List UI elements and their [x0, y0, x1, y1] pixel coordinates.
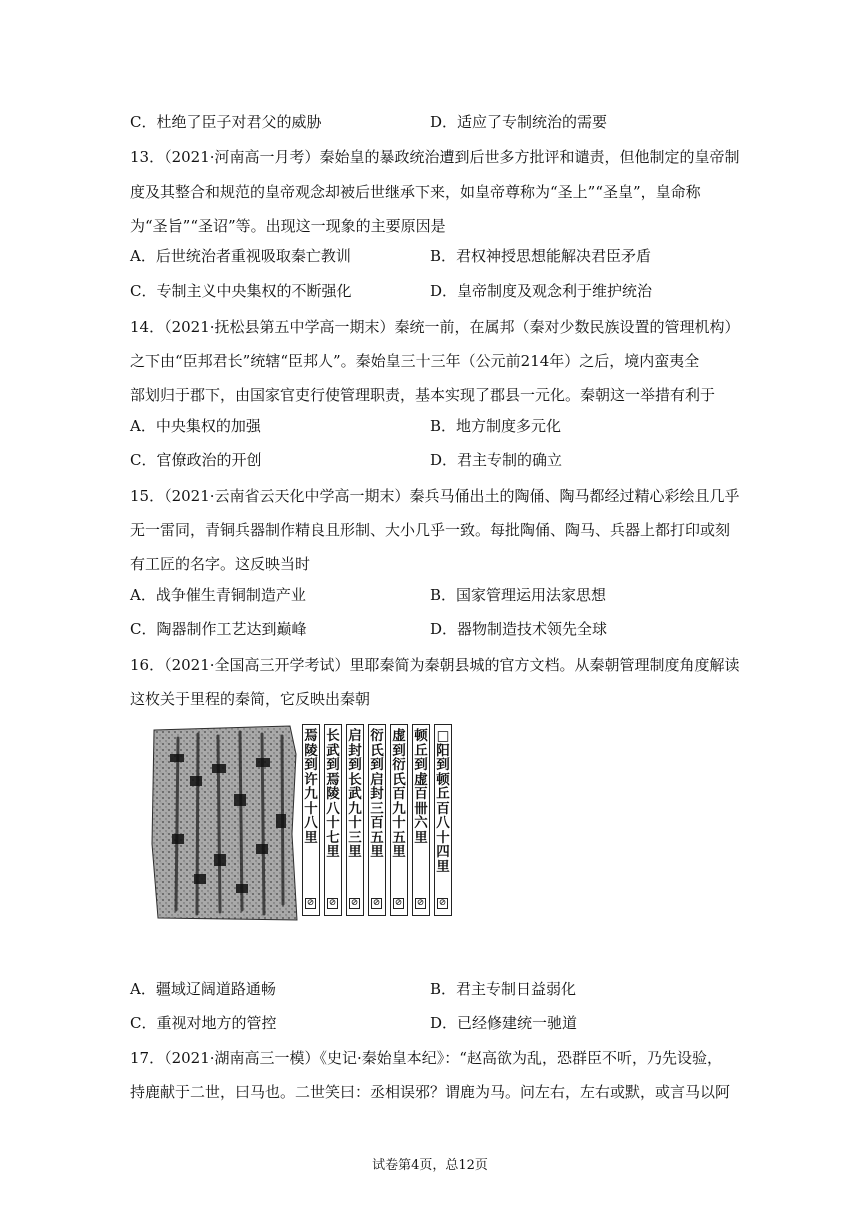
q15-stem-line1: 15．（2021·云南省云天化中学高一期末）秦兵马俑出土的陶俑、陶马都经过精心彩绘且几乎	[130, 487, 740, 505]
q14-stem-line1: 14．（2021·抚松县第五中学高一期末）秦统一前，在属邦（秦对少数民族设置的管理机构）	[130, 318, 740, 336]
q15-option-d: D．器物制造技术领先全球	[430, 620, 608, 638]
q13-stem-line3: 为“圣旨”“圣诏”等。出现这一现象的主要原因是	[130, 217, 446, 235]
slip-text: 衍 氏 到 启 封 三 百 五 里	[370, 728, 384, 860]
q16-option-d: D．已经修建统一驰道	[430, 1014, 578, 1032]
bamboo-slip-column	[368, 724, 386, 916]
slip-text: 虚 到 衍 氏 百 九 十 五 里	[392, 728, 406, 860]
q14-option-a: A．中央集权的加强	[130, 417, 261, 435]
q14-option-d: D．君主专制的确立	[430, 451, 563, 469]
slip-mark-icon: ⊘	[306, 898, 315, 908]
q13-stem-line1: 13．（2021·河南高一月考）秦始皇的暴政统治遭到后世多方批评和谴责，但他制定的皇帝制	[130, 148, 740, 166]
slip-mark-icon: ⊘	[350, 898, 359, 908]
slip-text: 启 封 到 长 武 九 十 三 里	[348, 728, 362, 860]
slip-mark-icon: ⊘	[438, 898, 447, 908]
q13-stem-line2: 度及其整合和规范的皇帝观念却被后世继承下来，如皇帝尊称为“圣上”“圣皇”，皇命称	[130, 183, 701, 201]
slip-text: □ 阳 到 顿 丘 百 八 十 四 里	[436, 728, 450, 875]
q12-option-d: D．适应了专制统治的需要	[430, 113, 608, 131]
q17-stem-line2: 持鹿献于二世，曰马也。二世笑曰：丞相误邪？谓鹿为马。问左右，左右或默，或言马以阿	[130, 1083, 731, 1101]
q13-option-b: B．君权神授思想能解决君臣矛盾	[430, 247, 652, 265]
q14-option-b: B．地方制度多元化	[430, 417, 562, 435]
q15-stem-line3: 有工匠的名字。这反映当时	[130, 555, 311, 573]
slip-text: 长 武 到 焉 陵 八 十 七 里	[326, 728, 340, 860]
bamboo-slip-column	[346, 724, 364, 916]
q15-stem-line2: 无一雷同，青铜兵器制作精良且形制、大小几乎一致。每批陶俑、陶马、兵器上都打印或刻	[130, 521, 731, 539]
qin-bamboo-slip-figure	[150, 724, 460, 924]
q14-stem-line3: 部划归于郡下，由国家官吏行使管理职责，基本实现了郡县一元化。秦朝这一举措有利于	[130, 386, 716, 404]
q15-option-c: C．陶器制作工艺达到巅峰	[130, 620, 307, 638]
q12-option-c: C．杜绝了臣子对君父的威胁	[130, 113, 322, 131]
slip-mark-icon: ⊘	[328, 898, 337, 908]
page-footer: 试卷第4页，总12页	[372, 1158, 488, 1173]
q14-option-c: C．官僚政治的开创	[130, 451, 262, 469]
q16-option-b: B．君主专制日益弱化	[430, 980, 577, 998]
bamboo-slip-column	[412, 724, 430, 916]
q14-stem-line2: 之下由“臣邦君长”统辖“臣邦人”。秦始皇三十三年（公元前214年）之后，境内蛮夷全	[130, 352, 700, 370]
q16-option-a: A．疆域辽阔道路通畅	[130, 980, 276, 998]
slip-mark-icon: ⊘	[372, 898, 381, 908]
bamboo-slip-column	[434, 724, 452, 916]
q16-stem-line1: 16．（2021·全国高三开学考试）里耶秦简为秦朝县城的官方文档。从秦朝管理制度角度解读	[130, 656, 740, 674]
q13-option-c: C．专制主义中央集权的不断强化	[130, 282, 352, 300]
q17-stem-line1: 17．（2021·湖南高三一模）《史记·秦始皇本纪》：“赵高欲为乱，恐群臣不听，乃先设验，	[130, 1049, 722, 1067]
q15-option-a: A．战争催生青铜制造产业	[130, 586, 306, 604]
q16-option-c: C．重视对地方的管控	[130, 1014, 277, 1032]
slip-text: 焉 陵 到 许 九 十 八 里	[304, 728, 318, 846]
q13-option-d: D．皇帝制度及观念利于维护统治	[430, 282, 653, 300]
slip-text: 顿 丘 到 虚 百 卌 六 里	[414, 728, 428, 846]
bamboo-slip-column	[390, 724, 408, 916]
bamboo-slip-column	[324, 724, 342, 916]
bamboo-slip-column	[302, 724, 320, 916]
q13-option-a: A．后世统治者重视吸取秦亡教训	[130, 247, 351, 265]
q15-option-b: B．国家管理运用法家思想	[430, 586, 607, 604]
slip-mark-icon: ⊘	[416, 898, 425, 908]
q16-stem-line2: 这枚关于里程的秦简，它反映出秦朝	[130, 690, 371, 708]
slip-mark-icon: ⊘	[394, 898, 403, 908]
bamboo-slip-photo	[150, 724, 298, 922]
